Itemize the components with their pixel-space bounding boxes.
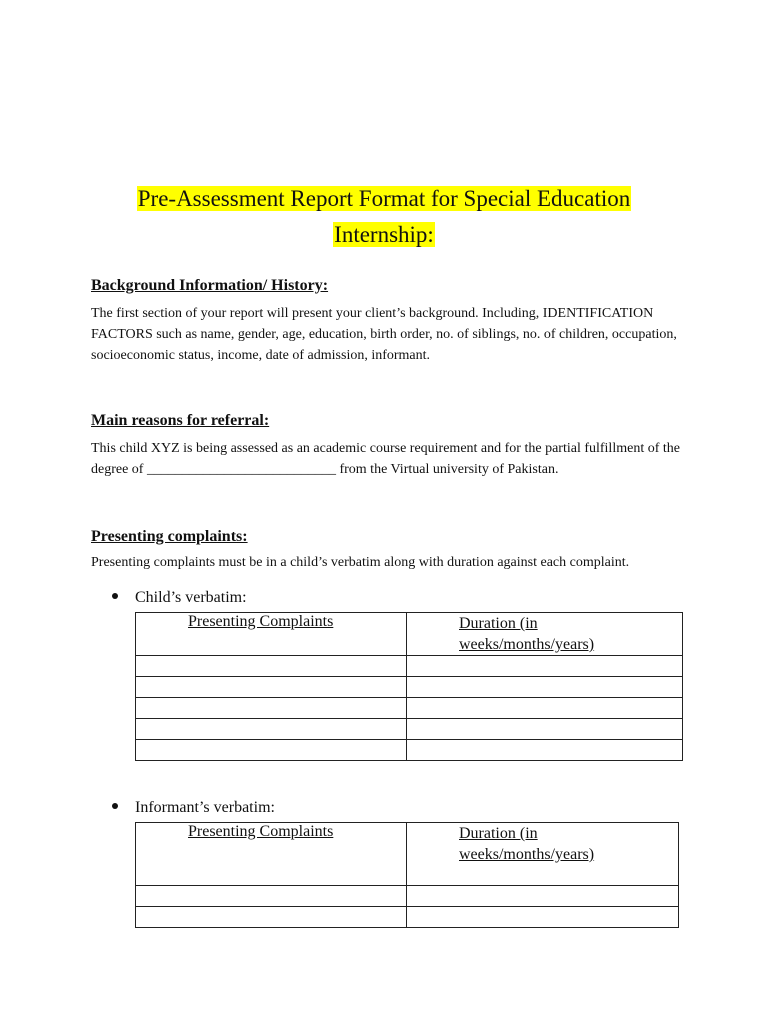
duration-cell[interactable]	[407, 698, 683, 719]
background-paragraph: The first section of your report will present your client’s background. Including, IDENTIFICATION FACTORS such as name, gender, age, education, birth order, no. of siblings, no. of children, occupation, socioeconomic status, income, date of admission, informant.	[91, 306, 677, 363]
duration-cell[interactable]	[407, 740, 683, 761]
duration-cell[interactable]	[407, 907, 679, 928]
table-row	[136, 740, 683, 761]
duration-header-line2: weeks/months/years)	[459, 846, 595, 863]
complaints-heading: Presenting complaints:	[91, 528, 248, 545]
childs-verbatim-label: Child’s verbatim:	[135, 589, 247, 606]
complaint-cell[interactable]	[136, 719, 407, 740]
title-text-2: Internship:	[334, 222, 434, 247]
table-header-row	[136, 823, 679, 886]
duration-cell[interactable]	[407, 719, 683, 740]
table-row	[136, 656, 683, 677]
duration-header-line1: Duration (in	[459, 615, 538, 632]
referral-paragraph: This child XYZ is being assessed as an academic course requirement and for the partial fulfillment of the degree of ___________________________ from the Virtual university of Pakistan.	[91, 441, 680, 477]
informants-verbatim-label: Informant’s verbatim:	[135, 799, 275, 816]
table-row	[136, 907, 679, 928]
bullet-dot-icon	[112, 593, 118, 599]
duration-header-line1: Duration (in	[459, 825, 538, 842]
column-header-complaints: Presenting Complaints	[136, 613, 407, 656]
informants-verbatim-bullet	[112, 799, 275, 817]
informants-verbatim-table	[135, 822, 679, 928]
table-header-row	[136, 613, 683, 656]
duration-header-line2: weeks/months/years)	[459, 636, 595, 653]
complaints-paragraph: Presenting complaints must be in a child’s verbatim along with duration against each complaint.	[91, 555, 630, 570]
column-header-duration	[407, 823, 679, 886]
referral-heading: Main reasons for referral:	[91, 412, 270, 429]
duration-cell[interactable]	[407, 886, 679, 907]
duration-cell[interactable]	[407, 656, 683, 677]
table-row	[136, 677, 683, 698]
column-header-duration	[407, 613, 683, 656]
column-header-complaints: Presenting Complaints	[136, 823, 407, 886]
complaint-cell[interactable]	[136, 677, 407, 698]
complaint-cell[interactable]	[136, 698, 407, 719]
title-line-2	[0, 220, 768, 250]
childs-verbatim-table	[135, 612, 683, 761]
table-row	[136, 719, 683, 740]
complaint-cell[interactable]	[136, 886, 407, 907]
table-row	[136, 698, 683, 719]
background-heading: Background Information/ History:	[91, 277, 329, 294]
complaint-cell[interactable]	[136, 907, 407, 928]
duration-cell[interactable]	[407, 677, 683, 698]
complaint-cell[interactable]	[136, 740, 407, 761]
title-line-1	[0, 184, 768, 214]
complaint-cell[interactable]	[136, 656, 407, 677]
title-text-1: Pre-Assessment Report Format for Special Education	[137, 186, 631, 211]
childs-verbatim-bullet	[112, 589, 247, 607]
table-row	[136, 886, 679, 907]
bullet-dot-icon	[112, 803, 118, 809]
